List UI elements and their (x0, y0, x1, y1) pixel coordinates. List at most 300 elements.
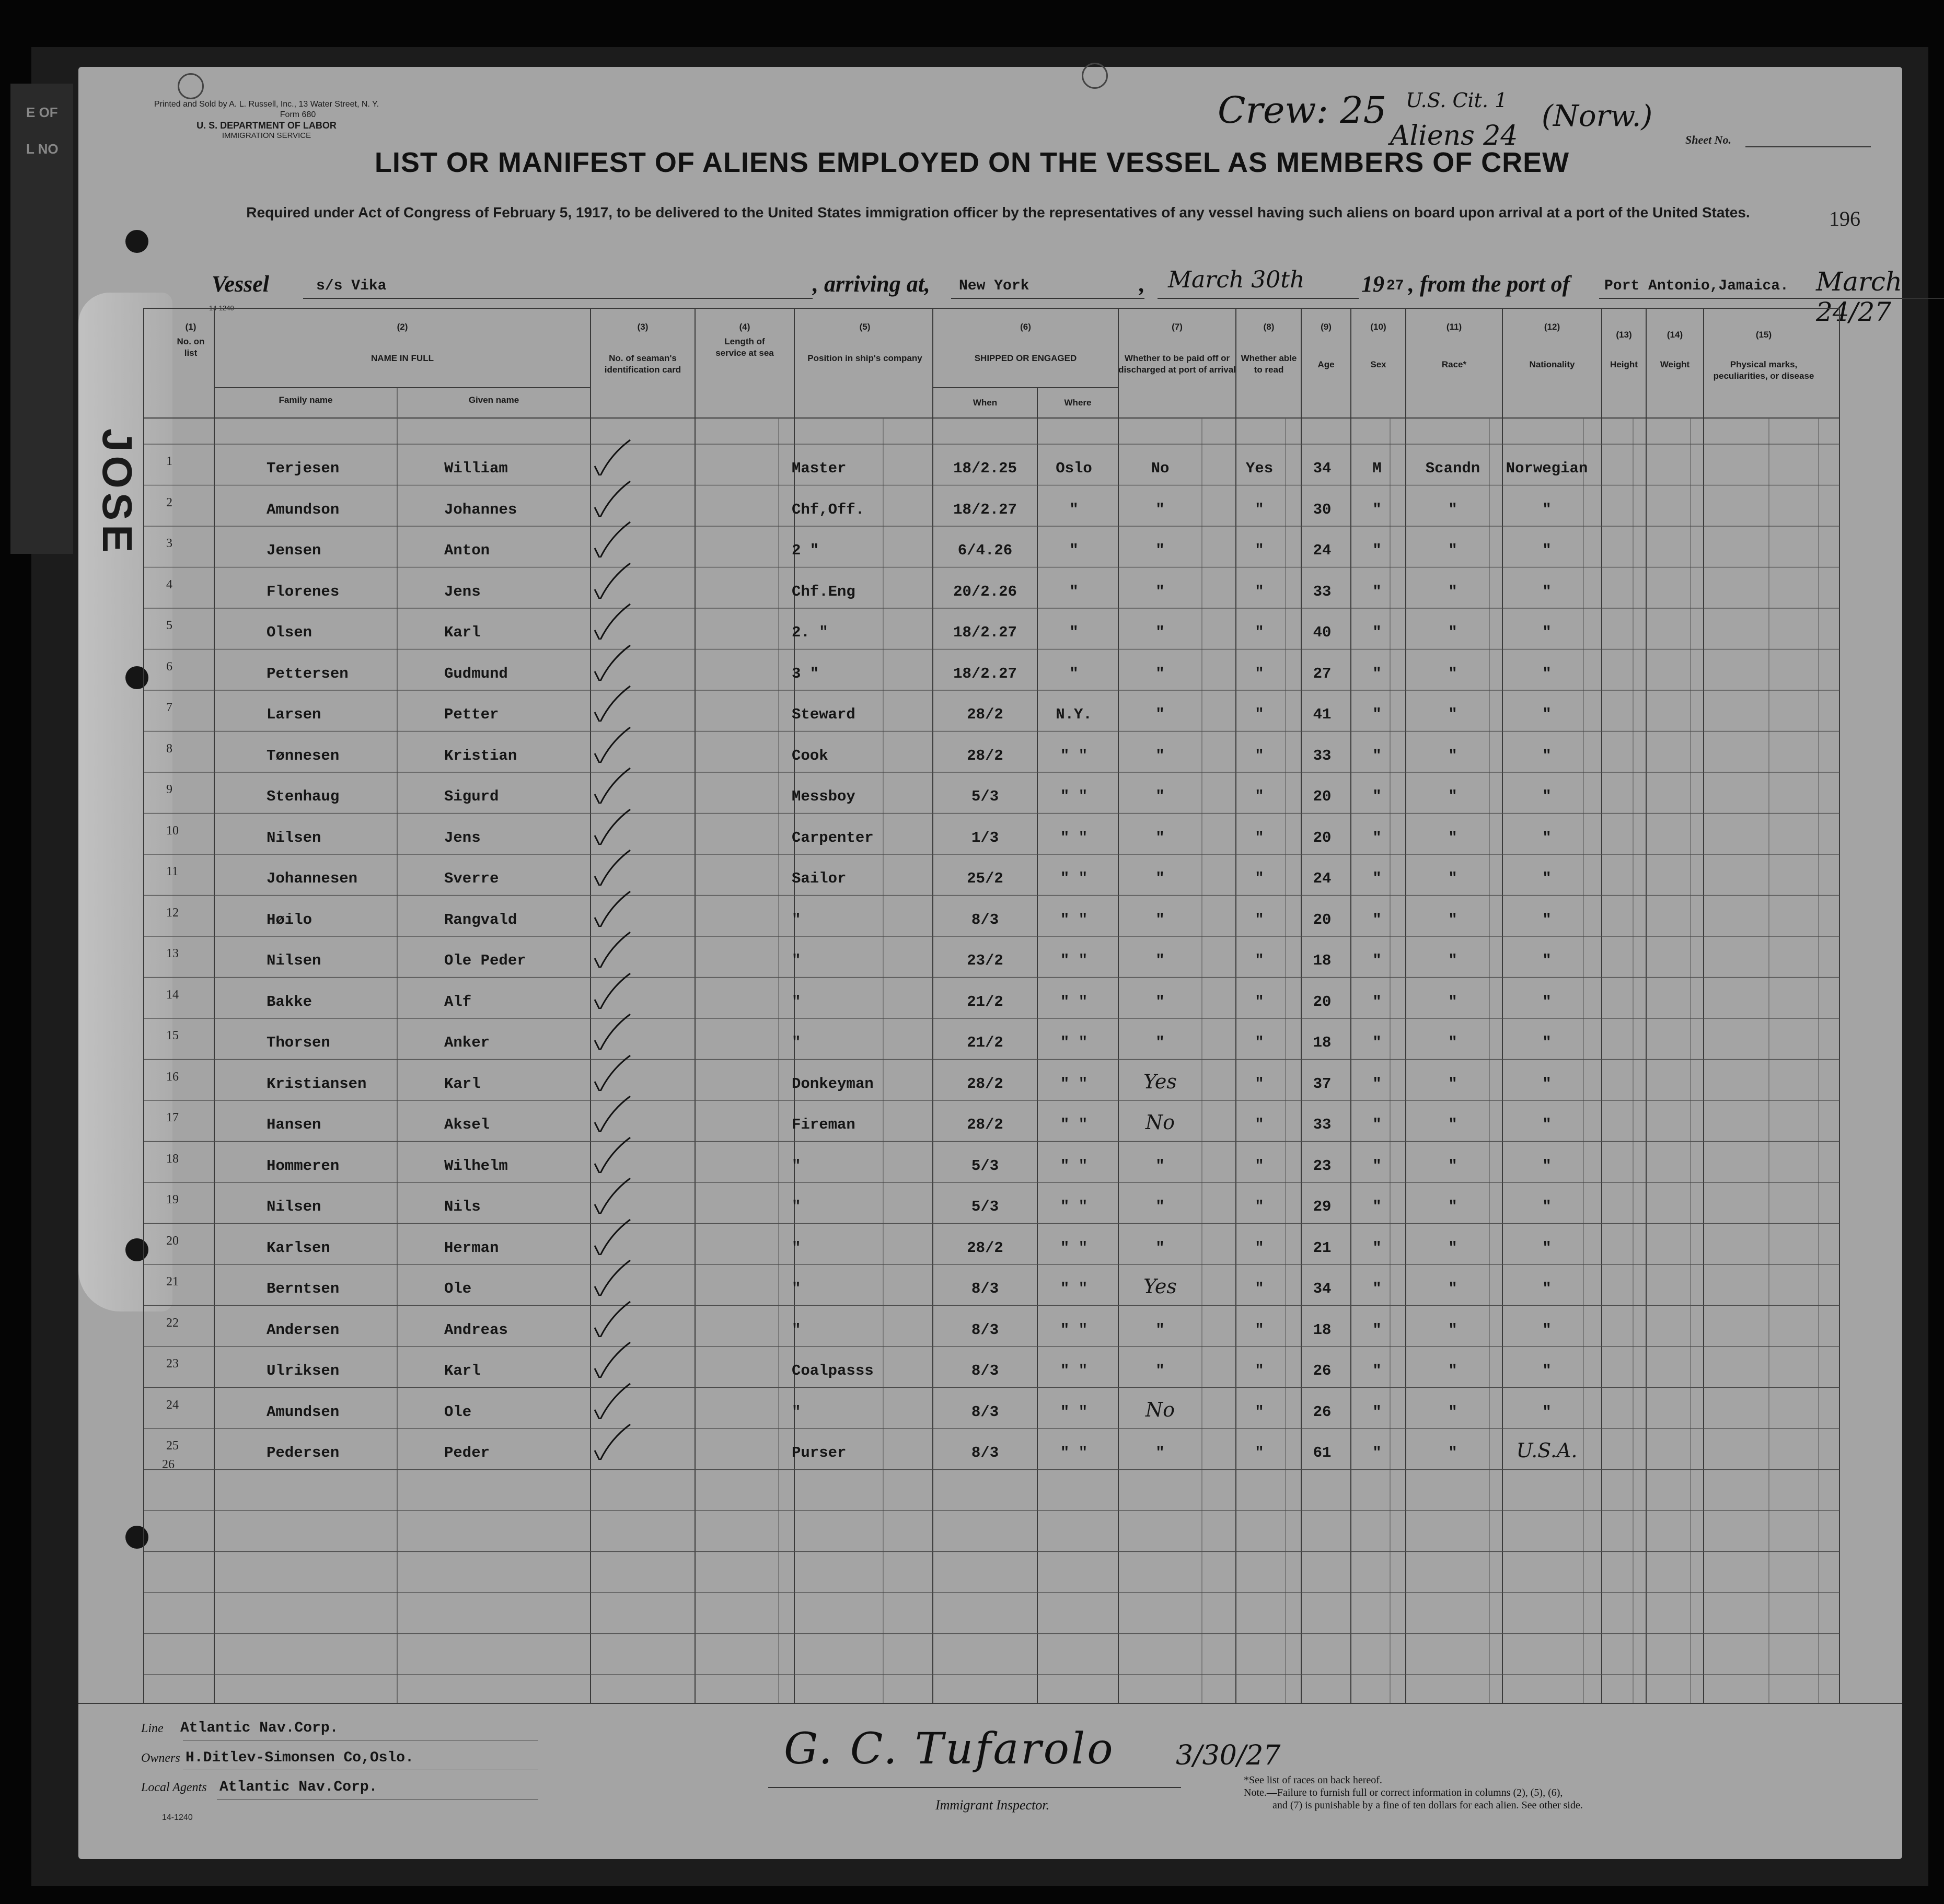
cell-age: 29 (1313, 1198, 1332, 1215)
cell-when: 8/3 (971, 1444, 999, 1461)
col-label: Whether to be paid off or discharged at port of arrival (1118, 353, 1236, 375)
cell-given: Anton (444, 542, 490, 559)
cell-race: " (1448, 542, 1457, 559)
signature-line (768, 1787, 1181, 1788)
col-15-header (1709, 329, 1819, 382)
col-13-header (1602, 329, 1646, 370)
cell-when: 1/3 (971, 829, 999, 846)
cell-family: Amundsen (267, 1403, 340, 1421)
cell-family: Berntsen (267, 1280, 340, 1297)
cell-where: " " (1060, 829, 1088, 846)
cell-paid: " (1155, 583, 1165, 600)
col-number: (12) (1544, 322, 1560, 332)
cell-family: Karlsen (267, 1239, 330, 1257)
cell-paid: No (1145, 1398, 1175, 1421)
cell-given: Ole (444, 1403, 472, 1421)
cell-when: 8/3 (971, 1403, 999, 1421)
cell-race: Scandn (1425, 460, 1480, 477)
cell-given: Gudmund (444, 665, 508, 682)
cell-given: Karl (444, 1075, 481, 1093)
cell-sex: " (1372, 706, 1382, 723)
cell-race: " (1448, 1239, 1457, 1257)
cell-paid: " (1155, 624, 1165, 641)
row-number: 9 (166, 783, 172, 796)
cell-sex: " (1372, 1280, 1382, 1297)
col-label: Age (1317, 359, 1335, 369)
cell-pos: Master (792, 460, 847, 477)
cell-given: Kristian (444, 747, 517, 764)
row-number: 6 (166, 659, 172, 674)
cell-read: " (1255, 624, 1264, 641)
cell-sex: " (1372, 1075, 1382, 1093)
cell-race: " (1448, 788, 1457, 805)
cell-race: " (1448, 911, 1457, 928)
cell-pos: Steward (792, 706, 855, 723)
col-12-header (1502, 321, 1602, 370)
check-mark-icon (580, 972, 632, 1009)
cell-when: 21/2 (967, 1034, 1003, 1051)
check-mark-icon (580, 480, 632, 517)
cell-family: Johannesen (267, 870, 358, 887)
row-number: 16 (166, 1070, 179, 1084)
cell-family: Olsen (267, 624, 313, 641)
col-number: (8) (1263, 322, 1275, 332)
row-number: 15 (166, 1029, 179, 1042)
cell-read: " (1255, 1444, 1264, 1461)
cell-pos: " (792, 993, 801, 1011)
cell-sex: " (1372, 1403, 1382, 1421)
cell-sex: " (1372, 542, 1382, 559)
row-number: 20 (166, 1234, 179, 1248)
cell-age: 40 (1313, 624, 1332, 641)
cell-when: 28/2 (967, 1075, 1003, 1093)
cell-where: " " (1060, 952, 1088, 969)
cell-read: " (1255, 1362, 1264, 1379)
cell-nat: " (1542, 1362, 1552, 1379)
cell-where: " " (1060, 1444, 1088, 1461)
cell-nat: " (1542, 1321, 1552, 1339)
inspector-label: Immigrant Inspector. (935, 1797, 1050, 1813)
col-label: Whether able to read (1241, 353, 1297, 375)
cell-age: 34 (1313, 460, 1332, 477)
year-suffix: 27 (1386, 278, 1404, 294)
cell-pos: 2. " (792, 624, 828, 641)
check-mark-icon (580, 1095, 632, 1132)
cell-sex: " (1372, 829, 1382, 846)
cell-nat: " (1542, 501, 1552, 518)
check-mark-icon (580, 1177, 632, 1214)
where-header: Where (1064, 398, 1092, 408)
cell-given: Andreas (444, 1321, 508, 1339)
cell-age: 30 (1313, 501, 1332, 518)
cell-nat: Norwegian (1506, 460, 1588, 477)
cell-nat: " (1542, 788, 1552, 805)
cell-given: Ole (444, 1280, 472, 1297)
cell-where: " " (1060, 1239, 1088, 1257)
cell-nat: " (1542, 993, 1552, 1011)
row-number: 18 (166, 1152, 179, 1166)
cell-sex: " (1372, 583, 1382, 600)
cell-when: 8/3 (971, 1321, 999, 1339)
col-label: No. of seaman's identification card (604, 353, 681, 375)
row-number: 1 (166, 455, 172, 468)
cell-given: Karl (444, 624, 481, 641)
cell-race: " (1448, 870, 1457, 887)
cell-sex: " (1372, 1362, 1382, 1379)
cell-nat: " (1542, 911, 1552, 928)
cell-age: 27 (1313, 665, 1332, 682)
row-number: 26 (162, 1458, 175, 1471)
check-mark-icon (580, 521, 632, 558)
cell-where: " (1069, 501, 1079, 518)
cell-when: 8/3 (971, 911, 999, 928)
cell-when: 5/3 (971, 788, 999, 805)
col-number: (9) (1321, 322, 1332, 332)
cell-when: 18/2.25 (953, 460, 1017, 477)
col-2-header (214, 321, 591, 364)
cell-sex: " (1372, 747, 1382, 764)
cell-family: Tønnesen (267, 747, 340, 764)
cell-paid: " (1155, 747, 1165, 764)
vessel-name: s/s Vika (316, 278, 387, 294)
cell-when: 28/2 (967, 1239, 1003, 1257)
cell-paid: " (1155, 1321, 1165, 1339)
cell-race: " (1448, 501, 1457, 518)
cell-family: Florenes (267, 583, 340, 600)
cell-given: Peder (444, 1444, 490, 1461)
cell-read: " (1255, 993, 1264, 1011)
cell-when: 5/3 (971, 1157, 999, 1175)
cell-nat: " (1542, 829, 1552, 846)
nationality-annotation: (Norw.) (1542, 99, 1653, 133)
check-mark-icon (580, 1301, 632, 1337)
cell-paid: " (1155, 1239, 1165, 1257)
cell-family: Thorsen (267, 1034, 330, 1051)
col-number: (2) (397, 322, 408, 332)
col-10-header (1351, 321, 1406, 370)
cell-race: " (1448, 952, 1457, 969)
cell-when: 5/3 (971, 1198, 999, 1215)
cell-sex: " (1372, 1321, 1382, 1339)
cell-age: 34 (1313, 1280, 1332, 1297)
cell-where: " " (1060, 1321, 1088, 1339)
check-mark-icon (580, 562, 632, 599)
cell-family: Andersen (267, 1321, 340, 1339)
sheet-number-label: Sheet No. (1685, 133, 1731, 146)
year-prefix: 19 (1361, 271, 1384, 297)
cell-read: " (1255, 1157, 1264, 1175)
cell-given: Petter (444, 706, 499, 723)
cell-paid: " (1155, 542, 1165, 559)
col-number: (14) (1667, 330, 1683, 340)
cell-read: " (1255, 542, 1264, 559)
col-number: (13) (1616, 330, 1632, 340)
cell-when: 6/4.26 (957, 542, 1013, 559)
cell-paid: " (1155, 1157, 1165, 1175)
cell-nat: " (1542, 1157, 1552, 1175)
cell-where: " " (1060, 911, 1088, 928)
cell-where: " " (1060, 1157, 1088, 1175)
col-1-header (172, 321, 209, 359)
cell-race: " (1448, 665, 1457, 682)
aliens-annotation: Aliens 24 (1390, 120, 1518, 152)
cell-family: Hommeren (267, 1157, 340, 1175)
departure-port: Port Antonio,Jamaica. (1604, 278, 1789, 294)
cell-nat: " (1542, 1239, 1552, 1257)
cell-pos: " (792, 1321, 801, 1339)
cell-family: Nilsen (267, 829, 321, 846)
col-label: Nationality (1529, 359, 1575, 369)
form-number: Form 680 (280, 110, 316, 119)
cell-age: 33 (1313, 1116, 1332, 1133)
row-number: 8 (166, 741, 172, 756)
check-mark-icon (580, 1383, 632, 1419)
cell-family: Høilo (267, 911, 313, 928)
cell-given: Ole Peder (444, 952, 526, 969)
cell-nat: " (1542, 747, 1552, 764)
cell-age: 24 (1313, 870, 1332, 887)
footer-block (125, 1719, 596, 1834)
cell-age: 20 (1313, 993, 1332, 1011)
line-value: Atlantic Nav.Corp. (180, 1720, 339, 1736)
cell-where: " " (1060, 788, 1088, 805)
cell-given: Herman (444, 1239, 499, 1257)
row-number: 7 (166, 701, 172, 714)
cell-age: 33 (1313, 583, 1332, 600)
check-mark-icon (580, 849, 632, 886)
cell-where: " " (1060, 1034, 1088, 1051)
cell-when: 28/2 (967, 706, 1003, 723)
row-number: 3 (166, 537, 172, 550)
cell-race: " (1448, 993, 1457, 1011)
cell-given: Wilhelm (444, 1157, 508, 1175)
col-label: Physical marks, peculiarities, or disease (1713, 359, 1814, 381)
cell-sex: " (1372, 1239, 1382, 1257)
cell-read: " (1255, 1403, 1264, 1421)
row-number: 10 (166, 823, 179, 838)
cell-family: Pettersen (267, 665, 349, 682)
cell-given: Nils (444, 1198, 481, 1215)
cell-read: " (1255, 1034, 1264, 1051)
row-number: 21 (166, 1275, 179, 1288)
cell-race: " (1448, 1075, 1457, 1093)
col-label: Weight (1660, 359, 1690, 369)
cell-pos: Donkeyman (792, 1075, 874, 1093)
cell-paid: " (1155, 501, 1165, 518)
row-number: 22 (166, 1316, 179, 1330)
cell-paid: Yes (1143, 1070, 1177, 1093)
cell-age: 18 (1313, 1034, 1332, 1051)
cell-family: Hansen (267, 1116, 321, 1133)
col-14-header (1646, 329, 1704, 370)
check-mark-icon (580, 1013, 632, 1050)
cell-pos: " (792, 1280, 801, 1297)
adjacent-page-edge: E OF L NO (10, 84, 73, 554)
cell-where: " " (1060, 1403, 1088, 1421)
row-number: 5 (166, 619, 172, 632)
footer-notes (1244, 1774, 1845, 1812)
department: U. S. DEPARTMENT OF LABOR (196, 120, 337, 131)
given-name-header: Given name (468, 395, 519, 405)
cell-family: Kristiansen (267, 1075, 367, 1093)
cell-read: " (1255, 1198, 1264, 1215)
cell-pos: " (792, 911, 801, 928)
cell-where: " (1069, 624, 1079, 641)
check-mark-icon (580, 1136, 632, 1173)
family-name-header: Family name (279, 395, 333, 405)
cell-paid: " (1155, 829, 1165, 846)
cell-pos: Coalpasss (792, 1362, 874, 1379)
cell-nat: U.S.A. (1516, 1439, 1578, 1462)
cell-sex: " (1372, 1116, 1382, 1133)
cell-paid: " (1155, 911, 1165, 928)
cell-nat: " (1542, 583, 1552, 600)
cell-where: Oslo (1056, 460, 1092, 477)
check-mark-icon (580, 890, 632, 927)
check-mark-icon (580, 685, 632, 722)
cell-read: " (1255, 501, 1264, 518)
cell-where: " " (1060, 1075, 1088, 1093)
cell-age: 26 (1313, 1362, 1332, 1379)
cell-pos: Chf,Off. (792, 501, 865, 518)
crew-annotation: Crew: 25 (1218, 89, 1387, 132)
cell-nat: " (1542, 1403, 1552, 1421)
cell-pos: Cook (792, 747, 828, 764)
cell-read: " (1255, 911, 1264, 928)
cell-race: " (1448, 1157, 1457, 1175)
cell-read: " (1255, 665, 1264, 682)
cell-pos: Messboy (792, 788, 855, 805)
cell-given: Karl (444, 1362, 481, 1379)
row-number: 4 (166, 577, 172, 591)
col-9-header (1301, 321, 1351, 370)
check-mark-icon (580, 1259, 632, 1296)
penalty-note: Note.—Failure to furnish full or correct information in columns (2), (5), (6), (1244, 1787, 1563, 1798)
cell-family: Nilsen (267, 1198, 321, 1215)
cell-age: 37 (1313, 1075, 1332, 1093)
cell-when: 18/2.27 (953, 501, 1017, 518)
cell-given: William (444, 460, 508, 477)
cell-given: Sverre (444, 870, 499, 887)
cell-age: 21 (1313, 1239, 1332, 1257)
cell-age: 41 (1313, 706, 1332, 723)
cell-age: 23 (1313, 1157, 1332, 1175)
cell-paid: No (1151, 460, 1170, 477)
cell-read: " (1255, 1239, 1264, 1257)
cell-where: " (1069, 665, 1079, 682)
check-mark-icon (580, 1423, 632, 1460)
cell-where: " " (1060, 1362, 1088, 1379)
cell-paid: " (1155, 788, 1165, 805)
cell-where: " " (1060, 1198, 1088, 1215)
cell-age: 24 (1313, 542, 1332, 559)
cell-where: " " (1060, 1280, 1088, 1297)
row-number: 24 (166, 1398, 179, 1412)
cell-nat: " (1542, 1198, 1552, 1215)
cell-when: 20/2.26 (953, 583, 1017, 600)
cell-paid: Yes (1143, 1275, 1177, 1298)
page-subtitle: Required under Act of Congress of February 5, 1917, to be delivered to the United States immigration officer by the representatives of any vessel having such aliens on board upon arrival at a port of the United States. (246, 204, 1750, 220)
cell-nat: " (1542, 1034, 1552, 1051)
form-code-small: 14-1240 (209, 304, 234, 312)
cell-sex: " (1372, 1444, 1382, 1461)
cell-when: 8/3 (971, 1280, 999, 1297)
page-number: 196 (1829, 207, 1860, 230)
cell-paid: " (1155, 993, 1165, 1011)
cell-given: Jens (444, 829, 481, 846)
cell-pos: " (792, 1403, 801, 1421)
cell-pos: " (792, 1157, 801, 1175)
comma: , (1139, 271, 1145, 297)
cell-paid: " (1155, 706, 1165, 723)
cell-paid: " (1155, 870, 1165, 887)
cell-given: Anker (444, 1034, 490, 1051)
cell-nat: " (1542, 706, 1552, 723)
cell-family: Stenhaug (267, 788, 340, 805)
departure-date: March 24/27 (1816, 266, 1903, 327)
cell-sex: " (1372, 665, 1382, 682)
when-header: When (973, 398, 998, 408)
cell-race: " (1448, 1444, 1457, 1461)
row-number: 17 (166, 1111, 179, 1124)
cell-family: Pedersen (267, 1444, 340, 1461)
check-mark-icon (580, 1218, 632, 1255)
col-number: (7) (1172, 322, 1183, 332)
row-number: 25 (166, 1439, 179, 1453)
cell-paid: " (1155, 1362, 1165, 1379)
cell-paid: " (1155, 1198, 1165, 1215)
cell-pos: 2 " (792, 542, 819, 559)
cell-given: Alf (444, 993, 472, 1011)
cell-where: " " (1060, 870, 1088, 887)
cell-sex: " (1372, 870, 1382, 887)
col-number: (3) (637, 322, 649, 332)
check-mark-icon (580, 726, 632, 763)
col-label: NAME IN FULL (371, 353, 434, 363)
cell-family: Bakke (267, 993, 313, 1011)
cell-nat: " (1542, 542, 1552, 559)
col-number: (4) (739, 322, 750, 332)
cell-age: 18 (1313, 1321, 1332, 1339)
vessel-label: Vessel (212, 271, 269, 297)
cell-family: Amundson (267, 501, 340, 518)
col-3-header (596, 321, 690, 376)
cell-when: 18/2.27 (953, 665, 1017, 682)
cell-pos: 3 " (792, 665, 819, 682)
col-6-header (933, 321, 1118, 364)
cell-pos: Sailor (792, 870, 847, 887)
col-number: (1) (185, 322, 196, 332)
cell-nat: " (1542, 1116, 1552, 1133)
races-note: *See list of races on back hereof. (1244, 1774, 1382, 1786)
cell-race: " (1448, 1116, 1457, 1133)
cell-sex: " (1372, 1198, 1382, 1215)
cell-read: " (1255, 870, 1264, 887)
cell-when: 8/3 (971, 1362, 999, 1379)
inspector-signature: G. C. Tufarolo (784, 1724, 1115, 1774)
penalty-note-cont: and (7) is punishable by a fine of ten dollars for each alien. See other side. (1272, 1799, 1583, 1811)
cell-nat: " (1542, 952, 1552, 969)
cell-sex: M (1372, 460, 1382, 477)
cell-when: 23/2 (967, 952, 1003, 969)
cell-read: " (1255, 1075, 1264, 1093)
col-label: Race* (1441, 359, 1467, 369)
cell-when: 25/2 (967, 870, 1003, 887)
cell-given: Sigurd (444, 788, 499, 805)
page-title: LIST OR MANIFEST OF ALIENS EMPLOYED ON THE VESSEL AS MEMBERS OF CREW (374, 147, 1570, 178)
cell-nat: " (1542, 665, 1552, 682)
check-mark-icon (580, 1341, 632, 1378)
